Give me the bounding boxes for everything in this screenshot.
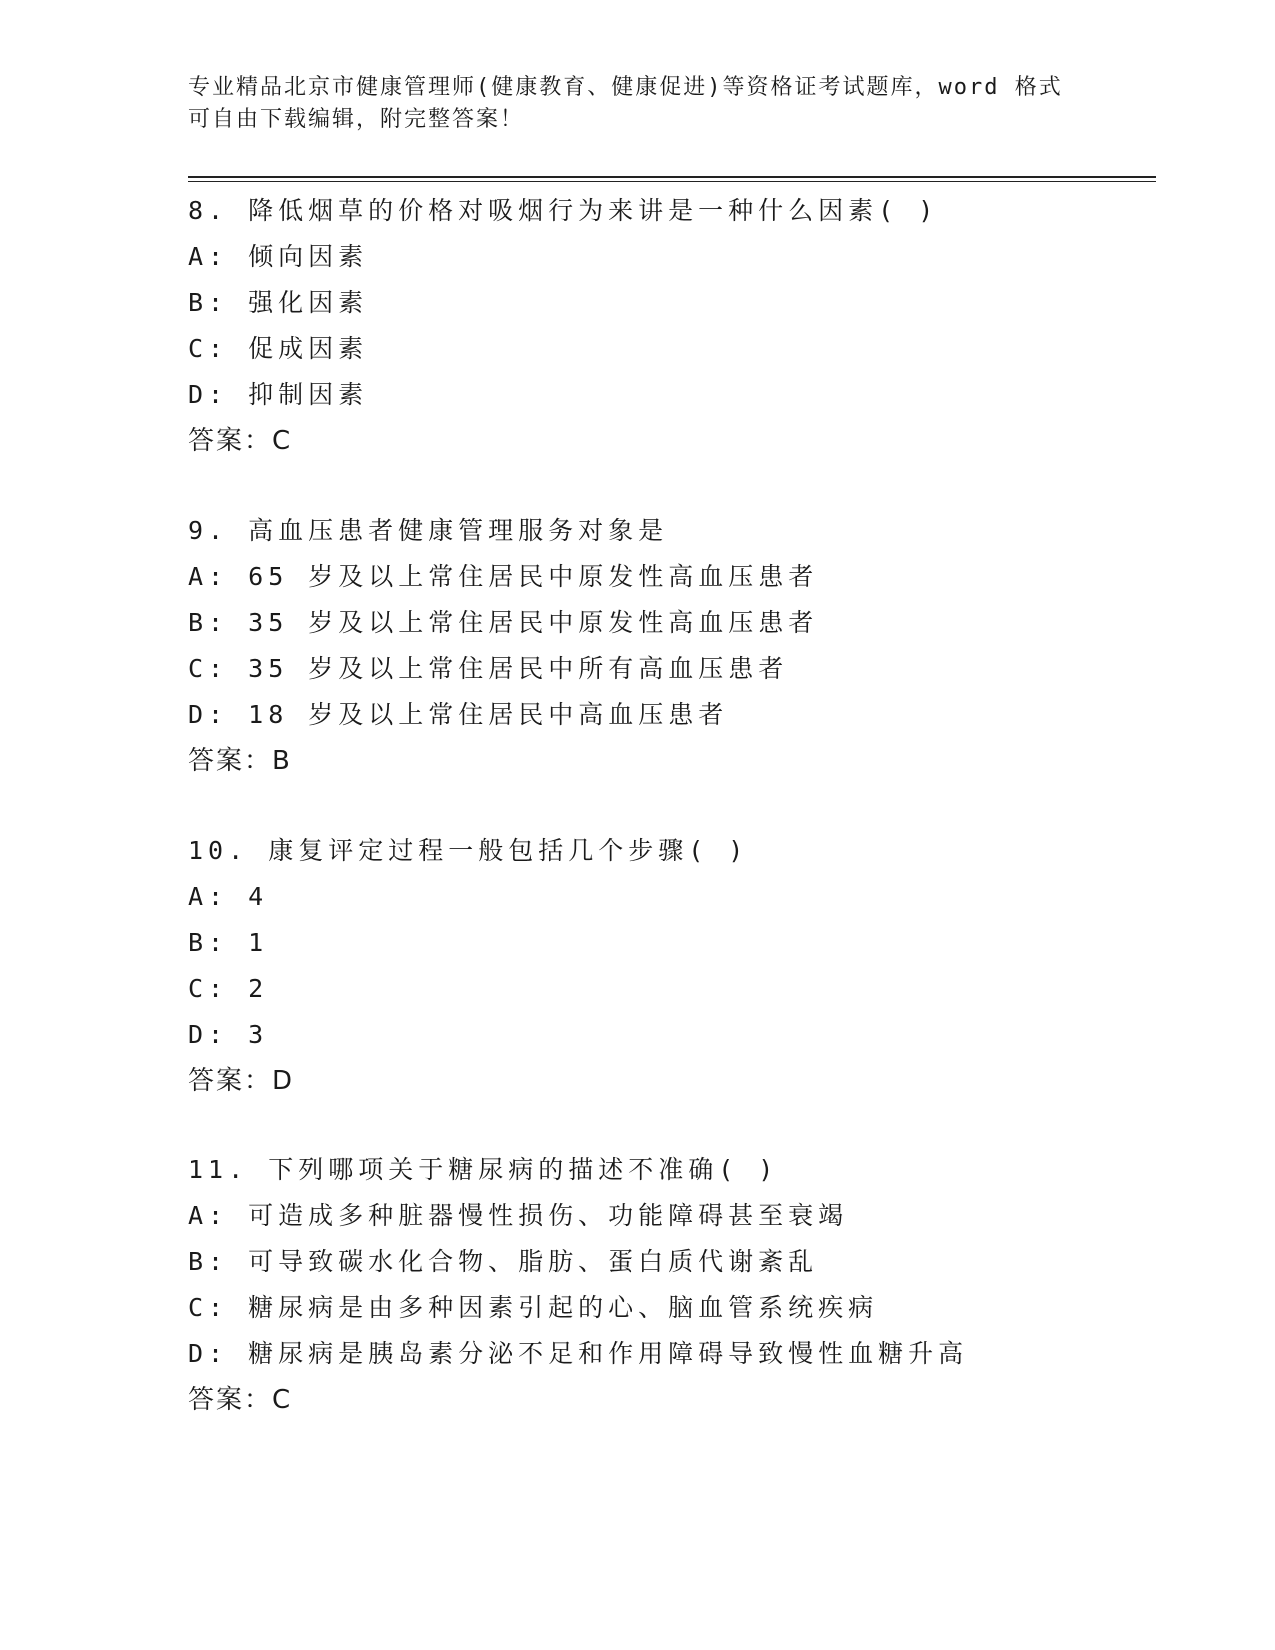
option-a: A: 可造成多种脏器慢性损伤、功能障碍甚至衰竭: [188, 1201, 849, 1230]
option-d: D: 抑制因素: [188, 380, 369, 409]
option-c: C: 糖尿病是由多种因素引起的心、脑血管系统疾病: [188, 1293, 879, 1322]
question-10: [188, 828, 1188, 1104]
option-a: A: 65 岁及以上常住居民中原发性高血压患者: [188, 562, 819, 591]
question-11: [188, 1147, 1188, 1423]
option-c: C: 35 岁及以上常住居民中所有高血压患者: [188, 654, 789, 683]
option-a: A: 4: [188, 882, 269, 911]
header-line-2: 可自由下载编辑，附完整答案！: [188, 107, 525, 132]
question-stem: 11. 下列哪项关于糖尿病的描述不准确( ): [188, 1155, 779, 1184]
option-d: D: 18 岁及以上常住居民中高血压患者: [188, 700, 729, 729]
answer-label: 答案：D: [188, 1066, 295, 1096]
question-stem: 8. 降低烟草的价格对吸烟行为来讲是一种什么因素( ): [188, 196, 939, 225]
option-b: B: 可导致碳水化合物、脂肪、蛋白质代谢紊乱: [188, 1247, 819, 1276]
question-9: [188, 508, 1188, 784]
document-header: [188, 72, 1088, 136]
answer-label: 答案：C: [188, 1385, 293, 1415]
option-a: A: 倾向因素: [188, 242, 369, 271]
question-stem: 9. 高血压患者健康管理服务对象是: [188, 516, 669, 545]
option-d: D: 糖尿病是胰岛素分泌不足和作用障碍导致慢性血糖升高: [188, 1339, 969, 1368]
option-c: C: 促成因素: [188, 334, 369, 363]
header-line-1: 专业精品北京市健康管理师(健康教育、健康促进)等资格证考试题库，word 格式: [188, 75, 1063, 100]
option-b: B: 强化因素: [188, 288, 369, 317]
question-8: [188, 188, 1188, 464]
header-divider-thick: [188, 176, 1156, 178]
option-b: B: 1: [188, 928, 269, 957]
option-d: D: 3: [188, 1020, 269, 1049]
header-divider-thin: [188, 181, 1156, 182]
option-b: B: 35 岁及以上常住居民中原发性高血压患者: [188, 608, 819, 637]
option-c: C: 2: [188, 974, 269, 1003]
question-stem: 10. 康复评定过程一般包括几个步骤( ): [188, 836, 749, 865]
answer-label: 答案：B: [188, 746, 292, 776]
answer-label: 答案：C: [188, 426, 293, 456]
